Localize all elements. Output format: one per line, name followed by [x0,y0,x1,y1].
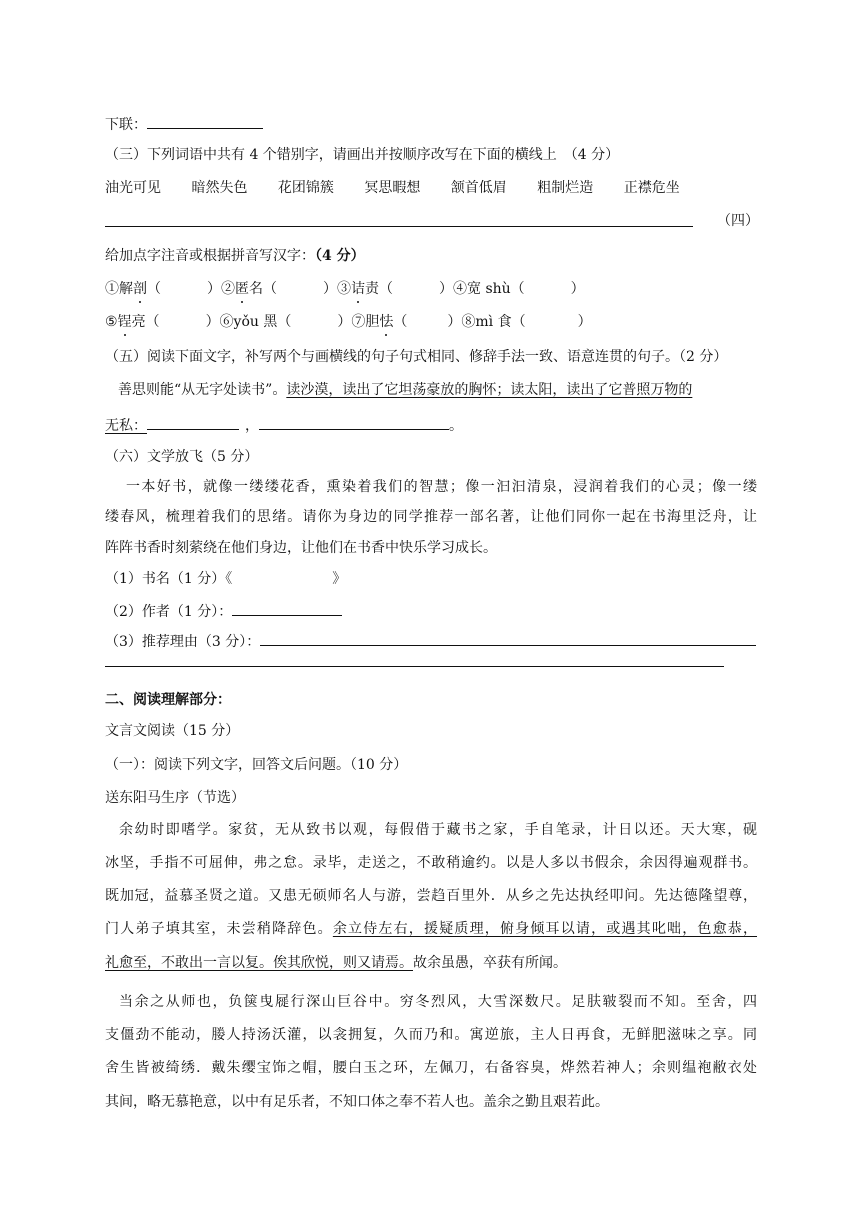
couplet-second-line [105,114,263,134]
q3-word: 正襟危坐 [623,180,680,196]
q5-separator: ， [245,418,259,434]
p1-line-3: 既加冠，益慕圣贤之道。又患无硕师名人与游，尝趋百里外．从乡之先达执经叩问。先达德隆望尊， [105,888,757,904]
p2-line-2: 支僵劲不能动，媵人持汤沃灌，以衾拥复，久而乃和。寓逆旅，主人日再食，无鲜肥滋味之享。同 [105,1027,757,1043]
couplet-second-label: 下联： [105,117,147,133]
q6-reason-line-2[interactable] [105,666,724,667]
p2-line-3: 舍生皆被绮绣．戴朱缨宝饰之帽，腰白玉之环，左佩刀，右备容臭，烨然若神人；余则缊袍敝衣处 [105,1060,757,1076]
q6-author-blank[interactable] [232,601,342,616]
q1-title: （一）：阅读下列文字，回答文后问题。（10 分） [105,757,408,773]
p1-line-1: 余幼时即嗜学。家贫，无从致书以观，每假借于藏书之家，手自笔录，计日以还。天大寒，砚 [119,822,757,838]
q5-answer-blank-2[interactable] [259,415,449,430]
p1-line-2: 冰坚，手指不可屈伸，弗之怠。录毕，走送之，不敢稍逾约。以是人多以书假余，余因得遍观群书。 [105,855,757,871]
q3-word: 油光可见 [105,180,161,196]
q6-author-label: （2）作者（1 分）： [105,604,233,620]
q6-prompt-line-2: 缕春风，梳理着我们的思绪。请你为身边的同学推荐一部名著，让他们同你一起在书海里泛舟，让 [105,509,757,525]
q4-title-text: 给加点字注音或根据拼音写汉字： [105,248,315,264]
q3-word: 粗制烂造 [537,180,594,196]
classical-reading-title: 文言文阅读（15 分） [105,723,240,739]
p1-line-4 [105,922,757,936]
q6-book-close: 》 [332,571,347,587]
q5-underlined-tail: 无私： [105,418,147,434]
q4-item: ）⑦胆怯（ [337,314,408,330]
q4-item: ） [577,314,592,330]
q4-item: ①解剖（ [105,281,161,297]
q3-title: （三）下列词语中共有 4 个错别字，请画出并按顺序改写在下面的横线上 （4 分） [105,147,620,163]
p1-line-5 [105,955,567,972]
p1-line-4a: 门人弟子填其室，未尝稍降辞色。 [105,921,333,937]
q4-item: ）④宽 shù（ [439,281,525,297]
q3-word: 花团锦簇 [277,180,334,196]
q5-answer-blank-1[interactable] [147,415,239,430]
q4-item: ⑤锃亮（ [105,314,160,330]
q3-word: 暗然失色 [191,180,248,196]
p1-line-5b: 故余虽愚，卒获有所闻。 [413,955,567,971]
q3-word: 冥思暇想 [364,180,421,196]
q4-number: （四） [717,213,759,229]
q4-score: （4 分） [315,248,365,264]
q3-word-list [105,180,680,197]
q6-prompt-line-3: 阵阵书香时刻萦绕在他们身边，让他们在书香中快乐学习成长。 [105,540,497,556]
couplet-answer-blank[interactable] [147,114,263,129]
q5-line-1 [118,382,692,399]
q4-row-2 [105,314,592,331]
q5-line-2 [105,415,463,435]
q6-prompt-line-1: 一本好书，就像一缕缕花香，熏染着我们的智慧；像一汩汩清泉，浸润着我们的心灵；像一缕 [126,479,757,495]
q3-word: 颔首低眉 [450,180,507,196]
part2-title: 二、阅读理解部分： [105,692,231,708]
q6-book-label: （1）书名（1 分）《 [105,571,233,587]
q5-intro: 善思则能“从无字处读书”。 [118,382,287,398]
q6-title: （六）文学放飞（5 分） [105,449,259,465]
p1-underlined-b: 礼愈至，不敢出一言以复。俟其欣悦，则又请焉。 [105,955,413,971]
p2-line-1: 当余之从师也，负箧曳屣行深山巨谷中。穷冬烈风，大雪深数尺。足肤皲裂而不知。至舍，四 [119,994,757,1010]
q4-row-1 [105,281,585,298]
q5-end: 。 [449,418,463,434]
q4-item: ）⑧mì 食（ [447,314,526,330]
q6-reason-blank[interactable] [260,631,756,646]
q6-author-line [105,601,342,621]
q4-item: ）⑥yǒu 黑（ [205,314,292,330]
q6-reason-line [105,631,756,651]
text-title: 送东阳马生序（节选） [105,790,245,806]
q4-item: ）②匿名（ [207,281,277,297]
q4-item: ） [570,281,585,297]
q6-reason-label: （3）推荐理由（3 分）： [105,634,261,650]
q3-answer-line[interactable] [105,226,693,227]
p1-underlined-a: 余立侍左右，援疑质理，俯身倾耳以请，或遇其叱咄，色愈恭， [332,921,758,937]
q5-title: （五）阅读下面文字，补写两个与画横线的句子句式相同、修辞手法一致、语意连贯的句子。（2 分） [105,349,728,365]
q5-underlined-sentence: 读沙漠，读出了它坦荡豪放的胸怀；读太阳，读出了它普照万物的 [286,382,693,398]
q4-title [105,248,365,265]
q4-item: ）③诘责（ [323,281,393,297]
p2-line-4: 其间，略无慕艳意，以中有足乐者，不知口体之奉不若人也。盖余之勤且艰若此。 [105,1094,609,1110]
q6-book-line [105,571,346,588]
